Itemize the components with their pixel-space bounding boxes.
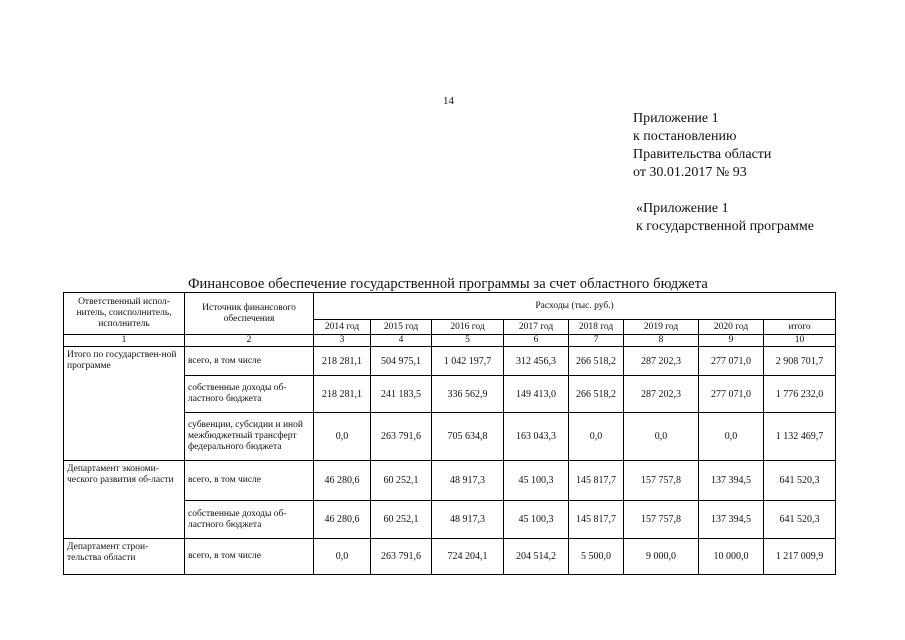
header-year: 2018 год bbox=[569, 320, 624, 335]
appendix-line: Правительства области bbox=[633, 147, 772, 162]
source-cell: всего, в том числе bbox=[185, 461, 314, 501]
header-total: итого bbox=[764, 320, 836, 335]
header-year: 2020 год bbox=[699, 320, 764, 335]
value-cell: 46 280,6 bbox=[314, 461, 371, 501]
index-cell: 8 bbox=[624, 335, 699, 347]
table-row bbox=[64, 461, 836, 501]
index-cell: 10 bbox=[764, 335, 836, 347]
index-cell: 4 bbox=[371, 335, 432, 347]
value-cell: 204 514,2 bbox=[504, 539, 569, 575]
value-cell: 48 917,3 bbox=[432, 461, 504, 501]
value-cell: 163 043,3 bbox=[504, 413, 569, 461]
value-cell: 60 252,1 bbox=[371, 461, 432, 501]
value-cell: 218 281,1 bbox=[314, 347, 371, 376]
appendix-sub-line: «Приложение 1 bbox=[636, 201, 729, 216]
index-cell: 1 bbox=[64, 335, 185, 347]
appendix-line: к постановлению bbox=[633, 129, 737, 144]
value-cell: 724 204,1 bbox=[432, 539, 504, 575]
index-cell: 6 bbox=[504, 335, 569, 347]
header-year: 2019 год bbox=[624, 320, 699, 335]
value-cell: 46 280,6 bbox=[314, 501, 371, 539]
index-cell: 5 bbox=[432, 335, 504, 347]
value-cell: 312 456,3 bbox=[504, 347, 569, 376]
source-cell: всего, в том числе bbox=[185, 347, 314, 376]
value-cell: 10 000,0 bbox=[699, 539, 764, 575]
value-cell: 0,0 bbox=[314, 539, 371, 575]
value-cell: 1 132 469,7 bbox=[764, 413, 836, 461]
index-cell: 9 bbox=[699, 335, 764, 347]
appendix-line: Приложение 1 bbox=[633, 111, 719, 126]
source-cell: субвенции, субсидии и иной межбюджетный трансферт федерального бюджета bbox=[185, 413, 314, 461]
source-cell: собственные доходы об-ластного бюджета bbox=[185, 376, 314, 413]
value-cell: 241 183,5 bbox=[371, 376, 432, 413]
value-cell: 149 413,0 bbox=[504, 376, 569, 413]
page-number: 14 bbox=[443, 95, 454, 107]
header-expenses: Расходы (тыс. руб.) bbox=[314, 293, 836, 320]
value-cell: 157 757,8 bbox=[624, 461, 699, 501]
value-cell: 0,0 bbox=[314, 413, 371, 461]
appendix-header bbox=[633, 110, 771, 182]
index-row bbox=[64, 335, 836, 347]
table-row bbox=[64, 539, 836, 575]
value-cell: 1 776 232,0 bbox=[764, 376, 836, 413]
value-cell: 2 908 701,7 bbox=[764, 347, 836, 376]
table-row bbox=[64, 347, 836, 376]
index-cell: 3 bbox=[314, 335, 371, 347]
value-cell: 0,0 bbox=[699, 413, 764, 461]
value-cell: 137 394,5 bbox=[699, 501, 764, 539]
value-cell: 263 791,6 bbox=[371, 413, 432, 461]
group-label: Департамент строи-тельства области bbox=[64, 539, 185, 575]
group-label: Итого по государствен-ной программе bbox=[64, 347, 185, 461]
value-cell: 45 100,3 bbox=[504, 501, 569, 539]
header-year: 2016 год bbox=[432, 320, 504, 335]
appendix-subheader bbox=[636, 200, 814, 236]
source-cell: собственные доходы об-ластного бюджета bbox=[185, 501, 314, 539]
appendix-sub-line: к государственной программе bbox=[636, 219, 814, 234]
value-cell: 641 520,3 bbox=[764, 461, 836, 501]
header-responsible: Ответственный испол-нитель, соисполнитель, исполнитель bbox=[64, 293, 185, 335]
value-cell: 705 634,8 bbox=[432, 413, 504, 461]
header-source: Источник финансового обеспечения bbox=[185, 293, 314, 335]
value-cell: 48 917,3 bbox=[432, 501, 504, 539]
value-cell: 277 071,0 bbox=[699, 347, 764, 376]
document-title: Финансовое обеспечение государственной программы за счет областного бюджета bbox=[188, 276, 708, 292]
value-cell: 0,0 bbox=[569, 413, 624, 461]
value-cell: 641 520,3 bbox=[764, 501, 836, 539]
value-cell: 1 042 197,7 bbox=[432, 347, 504, 376]
value-cell: 145 817,7 bbox=[569, 501, 624, 539]
value-cell: 266 518,2 bbox=[569, 347, 624, 376]
value-cell: 157 757,8 bbox=[624, 501, 699, 539]
appendix-line: от 30.01.2017 № 93 bbox=[633, 165, 747, 180]
source-cell: всего, в том числе bbox=[185, 539, 314, 575]
value-cell: 218 281,1 bbox=[314, 376, 371, 413]
header-year: 2014 год bbox=[314, 320, 371, 335]
index-cell: 2 bbox=[185, 335, 314, 347]
value-cell: 45 100,3 bbox=[504, 461, 569, 501]
value-cell: 60 252,1 bbox=[371, 501, 432, 539]
value-cell: 266 518,2 bbox=[569, 376, 624, 413]
value-cell: 145 817,7 bbox=[569, 461, 624, 501]
value-cell: 5 500,0 bbox=[569, 539, 624, 575]
value-cell: 0,0 bbox=[624, 413, 699, 461]
value-cell: 287 202,3 bbox=[624, 347, 699, 376]
header-year: 2015 год bbox=[371, 320, 432, 335]
value-cell: 1 217 009,9 bbox=[764, 539, 836, 575]
value-cell: 287 202,3 bbox=[624, 376, 699, 413]
value-cell: 277 071,0 bbox=[699, 376, 764, 413]
index-cell: 7 bbox=[569, 335, 624, 347]
header-year: 2017 год bbox=[504, 320, 569, 335]
financing-table bbox=[63, 292, 836, 575]
value-cell: 504 975,1 bbox=[371, 347, 432, 376]
value-cell: 336 562,9 bbox=[432, 376, 504, 413]
value-cell: 9 000,0 bbox=[624, 539, 699, 575]
group-label: Департамент экономи-ческого развития об-ласти bbox=[64, 461, 185, 539]
value-cell: 263 791,6 bbox=[371, 539, 432, 575]
value-cell: 137 394,5 bbox=[699, 461, 764, 501]
